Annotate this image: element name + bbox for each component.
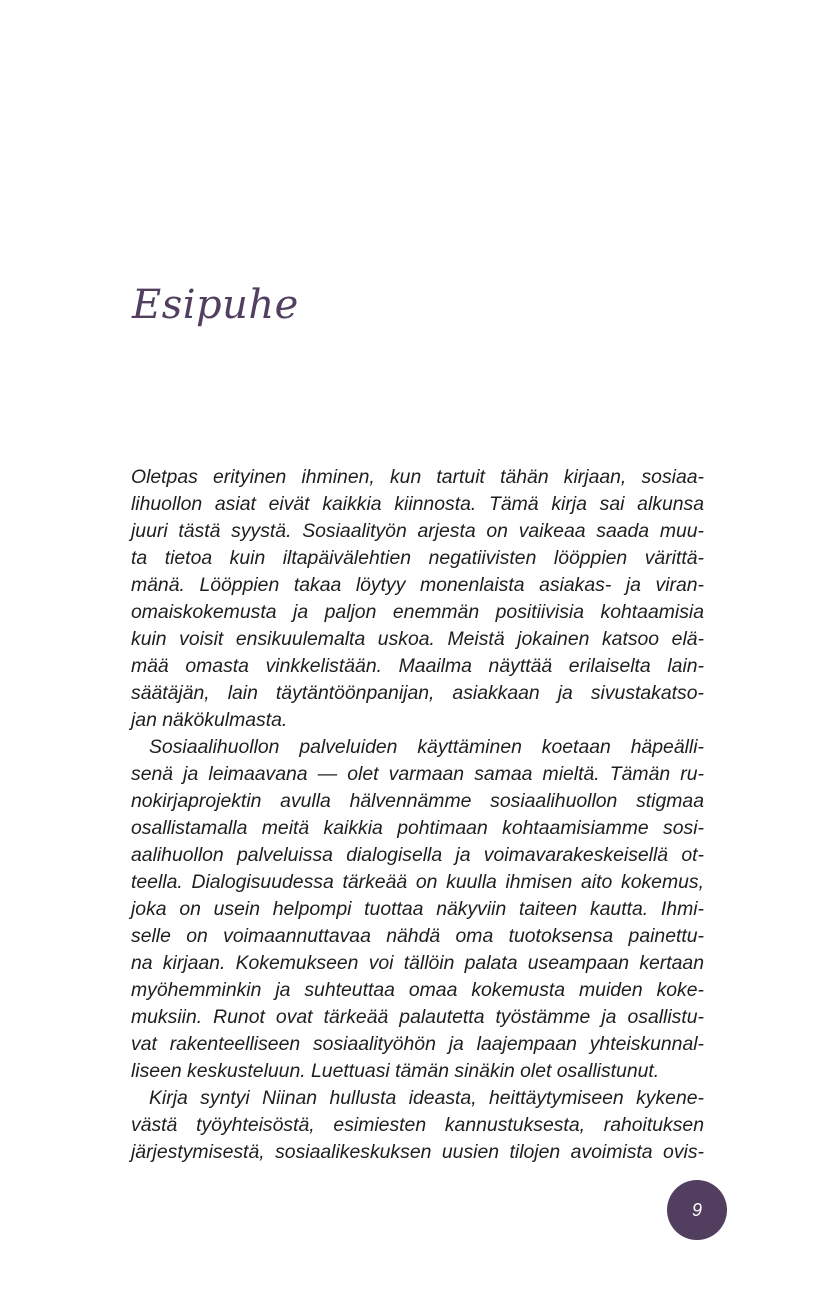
text-line: aalihuollon palveluissa dialogisella ja voimavarakeskeisellä ot-	[131, 844, 704, 866]
text-line: Sosiaalihuollon palveluiden käyttäminen koetaan häpeälli-	[149, 736, 704, 758]
text-line: selle on voimaannuttavaa nähdä oma tuotoksensa painettu-	[131, 925, 704, 947]
text-line: mää omasta vinkkelistään. Maailma näyttää erilaiselta lain-	[131, 655, 704, 677]
text-line: teella. Dialogisuudessa tärkeää on kuulla ihmisen aito kokemus,	[131, 871, 704, 893]
text-line: omaiskokemusta ja paljon enemmän positiivisia kohtaamisia	[131, 601, 704, 623]
text-line: joka on usein helpompi tuottaa näkyviin taiteen kautta. Ihmi-	[131, 898, 704, 920]
text-line: lihuollon asiat eivät kaikkia kiinnosta. Tämä kirja sai alkunsa	[131, 493, 704, 515]
text-line: juuri tästä syystä. Sosiaalityön arjesta on vaikeaa saada muu-	[131, 520, 704, 542]
page-number-badge	[667, 1180, 727, 1240]
text-line: ta tietoa kuin iltapäivälehtien negatiivisten lööppien värittä-	[131, 547, 704, 569]
text-line: säätäjän, lain täytäntöönpanijan, asiakkaan ja sivustakatso-	[131, 682, 704, 704]
text-line: osallistamalla meitä kaikkia pohtimaan kohtaamisiamme sosi-	[131, 817, 704, 839]
text-line: liseen keskusteluun. Luettuasi tämän sinäkin olet osallistunut.	[131, 1060, 660, 1082]
text-line: vat rakenteelliseen sosiaalityöhön ja laajempaan yhteiskunnal-	[131, 1033, 704, 1055]
text-line: kuin voisit ensikuulemalta uskoa. Meistä jokainen katsoo elä-	[131, 628, 704, 650]
text-line: nokirjaprojektin avulla hälvennämme sosiaalihuollon stigmaa	[131, 790, 704, 812]
text-line: na kirjaan. Kokemukseen voi tällöin palata useampaan kertaan	[131, 952, 704, 974]
text-line: västä työyhteisöstä, esimiesten kannustuksesta, rahoituksen	[131, 1114, 704, 1136]
text-line: myöhemminkin ja suhteuttaa omaa kokemusta muiden koke-	[131, 979, 704, 1001]
page-number: 9	[691, 1199, 702, 1220]
text-line: senä ja leimaavana — olet varmaan samaa mieltä. Tämän ru-	[131, 763, 704, 785]
text-line: jan näkökulmasta.	[131, 709, 288, 731]
chapter-title: Esipuhe	[132, 282, 299, 328]
text-line: mänä. Lööppien takaa löytyy monenlaista asiakas- ja viran-	[131, 574, 704, 596]
text-line: Kirja syntyi Niinan hullusta ideasta, heittäytymiseen kykene-	[149, 1087, 704, 1109]
body-text	[131, 464, 704, 1166]
text-line: Oletpas erityinen ihminen, kun tartuit tähän kirjaan, sosiaa-	[131, 466, 704, 488]
text-line: muksiin. Runot ovat tärkeää palautetta työstämme ja osallistu-	[131, 1006, 704, 1028]
text-line: järjestymisestä, sosiaalikeskuksen uusien tilojen avoimista ovis-	[131, 1141, 704, 1163]
